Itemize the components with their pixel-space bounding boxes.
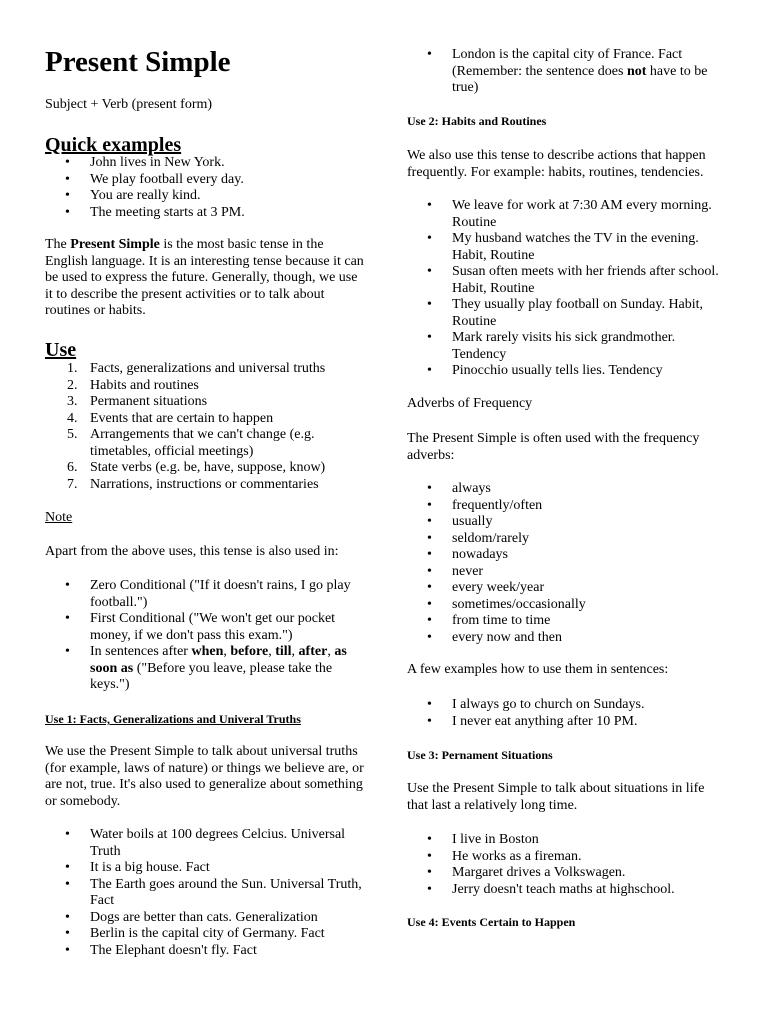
list-item: 7. Narrations, instructions or commentaries (67, 476, 319, 492)
list-item: • usually (407, 514, 722, 531)
adverbs-heading: Adverbs of Frequency (407, 396, 533, 411)
use-heading: Use (45, 339, 77, 361)
use3-paragraph: Use the Present Simple to talk about situations in life that last a relatively long time. (407, 781, 705, 813)
use-list (45, 361, 367, 493)
use3-list (407, 832, 722, 898)
use1-list (45, 827, 367, 959)
adverbs-list (407, 481, 722, 646)
adverbs-paragraph: The Present Simple is often used with the frequency adverbs: (407, 431, 700, 463)
list-item: • every now and then (407, 630, 722, 647)
list-item: • Jerry doesn't teach maths at highschool. (407, 882, 722, 899)
list-item: • We leave for work at 7:30 AM every morning. Routine (407, 198, 722, 231)
list-item: • I live in Boston (407, 832, 722, 849)
list-item: 6. State verbs (e.g. be, have, suppose, know) (67, 460, 326, 475)
use2-paragraph: We also use this tense to describe actions that happen frequently. For example: habits, routines, tendencies. (407, 148, 706, 180)
list-item: • Berlin is the capital city of Germany. Fact (45, 926, 367, 943)
list-item: • Susan often meets with her friends after school. Habit, Routine (407, 264, 722, 297)
list-item: • nowadays (407, 547, 722, 564)
list-item: • My husband watches the TV in the evening. Habit, Routine (407, 231, 722, 264)
list-item: • We play football every day. (45, 172, 367, 189)
list-item: • It is a big house. Fact (45, 860, 367, 877)
list-item: • Water boils at 100 degrees Celcius. Universal Truth (45, 827, 367, 860)
list-item: • from time to time (407, 613, 722, 630)
list-item: • He works as a fireman. (407, 849, 722, 866)
list-item: • London is the capital city of France. Fact (Remember: the sentence does not have to be true) (407, 47, 717, 97)
list-item: • every week/year (407, 580, 722, 597)
list-item: • They usually play football on Sunday. Habit, Routine (407, 297, 722, 330)
note-intro: Apart from the above uses, this tense is also used in: (45, 544, 339, 559)
list-item: 5. Arrangements that we can't change (e.g. timetables, official meetings) (67, 427, 315, 459)
list-item: • You are really kind. (45, 188, 367, 205)
list-item: • never (407, 564, 722, 581)
list-item: • John lives in New York. (45, 155, 367, 172)
list-item: • The Earth goes around the Sun. Universal Truth, Fact (45, 877, 367, 910)
list-item: 1. Facts, generalizations and universal truths (67, 361, 326, 376)
intro-bold-term: Present Simple (70, 237, 160, 252)
use1-heading: Use 1: Facts, Generalizations and Univeral Truths (45, 712, 301, 726)
formula: Subject + Verb (present form) (45, 97, 213, 112)
list-item: • I always go to church on Sundays. (407, 697, 722, 714)
list-item: • Zero Conditional ("If it doesn't rains, I go play football.") (45, 578, 367, 611)
list-item: 2. Habits and routines (67, 377, 199, 393)
list-item: • In sentences after when, before, till, after, as soon as ("Before you leave, please take the keys.") (45, 644, 367, 694)
list-item: • Mark rarely visits his sick grandmother. Tendency (407, 330, 722, 363)
note-list (45, 578, 367, 694)
list-item: • First Conditional ("We won't get our pocket money, if we don't pass this exam.") (45, 611, 367, 644)
page-title: Present Simple (45, 46, 231, 78)
use2-heading: Use 2: Habits and Routines (407, 114, 547, 128)
list-item: • I never eat anything after 10 PM. (407, 714, 722, 731)
adverbs-examples-intro: A few examples how to use them in sentences: (407, 662, 669, 677)
list-item: • always (407, 481, 722, 498)
use2-list (407, 198, 722, 380)
list-item: • Dogs are better than cats. Generalization (45, 910, 367, 927)
use4-heading: Use 4: Events Certain to Happen (407, 915, 576, 929)
london-list (407, 47, 717, 97)
quick-examples-heading: Quick examples (45, 134, 182, 156)
list-item: 4. Events that are certain to happen (67, 410, 274, 426)
list-item: • sometimes/occasionally (407, 597, 722, 614)
list-item: • seldom/rarely (407, 531, 722, 548)
adverbs-examples-list (407, 697, 722, 730)
note-label: Note (45, 510, 73, 525)
list-item: • Margaret drives a Volkswagen. (407, 865, 722, 882)
use3-heading: Use 3: Pernament Situations (407, 748, 553, 762)
intro-paragraph: The Present Simple is the most basic tense in the English language. It is an interesting tense because it can be used to express the future. Generally, though, we use it to describe the present activities or to talk about routines or habits. (45, 237, 364, 318)
list-item: • frequently/often (407, 498, 722, 515)
quick-examples-list (45, 155, 367, 221)
use1-paragraph: We use the Present Simple to talk about universal truths (for example, laws of nature) or things we believe are, or are not, true. It's also used to generalize about something or somebody. (45, 744, 364, 809)
list-item: 3. Permanent situations (67, 394, 208, 409)
list-item: • The meeting starts at 3 PM. (45, 205, 367, 222)
list-item: • The Elephant doesn't fly. Fact (45, 943, 367, 960)
list-item: • Pinocchio usually tells lies. Tendency (407, 363, 722, 380)
